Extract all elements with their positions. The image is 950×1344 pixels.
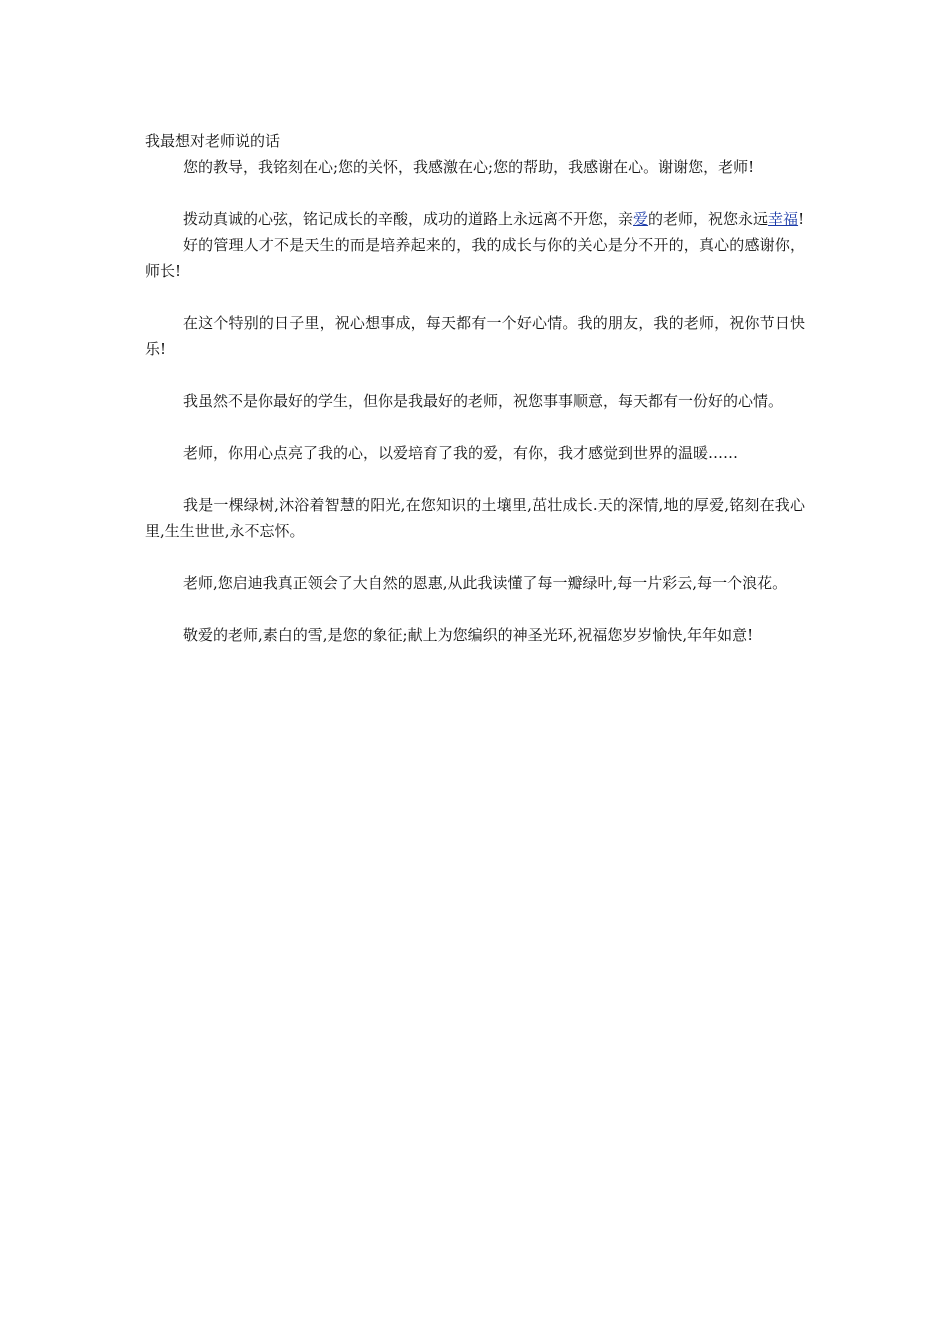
- paragraph-2-text-2: 的老师，祝您永远: [648, 210, 769, 228]
- link-love[interactable]: 爱: [633, 210, 649, 228]
- blank-line: [145, 414, 805, 440]
- paragraph-5: 我虽然不是你最好的学生，但你是我最好的老师，祝您事事顺意，每天都有一份好的心情。: [183, 392, 784, 410]
- blank-line: [145, 362, 805, 388]
- paragraph-1: 您的教导，我铭刻在心;您的关怀，我感激在心;您的帮助，我感谢在心。谢谢您，老师!: [183, 158, 755, 176]
- blank-line: [145, 180, 805, 206]
- paragraph-2: [145, 206, 805, 232]
- paragraph-9: 敬爱的老师,素白的雪,是您的象征;献上为您编织的神圣光环,祝福您岁岁愉快,年年如意!: [183, 626, 754, 644]
- paragraph-8: 老师,您启迪我真正领会了大自然的恩惠,从此我读懂了每一瓣绿叶,每一片彩云,每一个浪花。: [183, 574, 788, 592]
- paragraph-7: 我是一棵绿树,沐浴着智慧的阳光,在您知识的土壤里,茁壮成长.天的深情,地的厚爱,铭刻在我心里,生生世世,永不忘怀。: [145, 496, 805, 540]
- paragraph-2-text-1: 拨动真诚的心弦，铭记成长的辛酸，成功的道路上永远离不开您，亲: [183, 210, 634, 228]
- paragraph-4: 在这个特别的日子里，祝心想事成，每天都有一个好心情。我的朋友，我的老师，祝你节日快乐!: [145, 314, 805, 358]
- paragraph-2-text-3: !: [798, 210, 805, 228]
- blank-line: [145, 466, 805, 492]
- document-body: [145, 128, 805, 648]
- blank-line: [145, 544, 805, 570]
- link-happiness[interactable]: 幸福: [768, 210, 799, 228]
- document-title: 我最想对老师说的话: [145, 132, 281, 150]
- blank-line: [145, 284, 805, 310]
- paragraph-3: 好的管理人才不是天生的而是培养起来的，我的成长与你的关心是分不开的，真心的感谢你，师长!: [145, 236, 805, 280]
- paragraph-6: 老师，你用心点亮了我的心，以爱培育了我的爱，有你，我才感觉到世界的温暖……: [183, 444, 739, 462]
- blank-line: [145, 596, 805, 622]
